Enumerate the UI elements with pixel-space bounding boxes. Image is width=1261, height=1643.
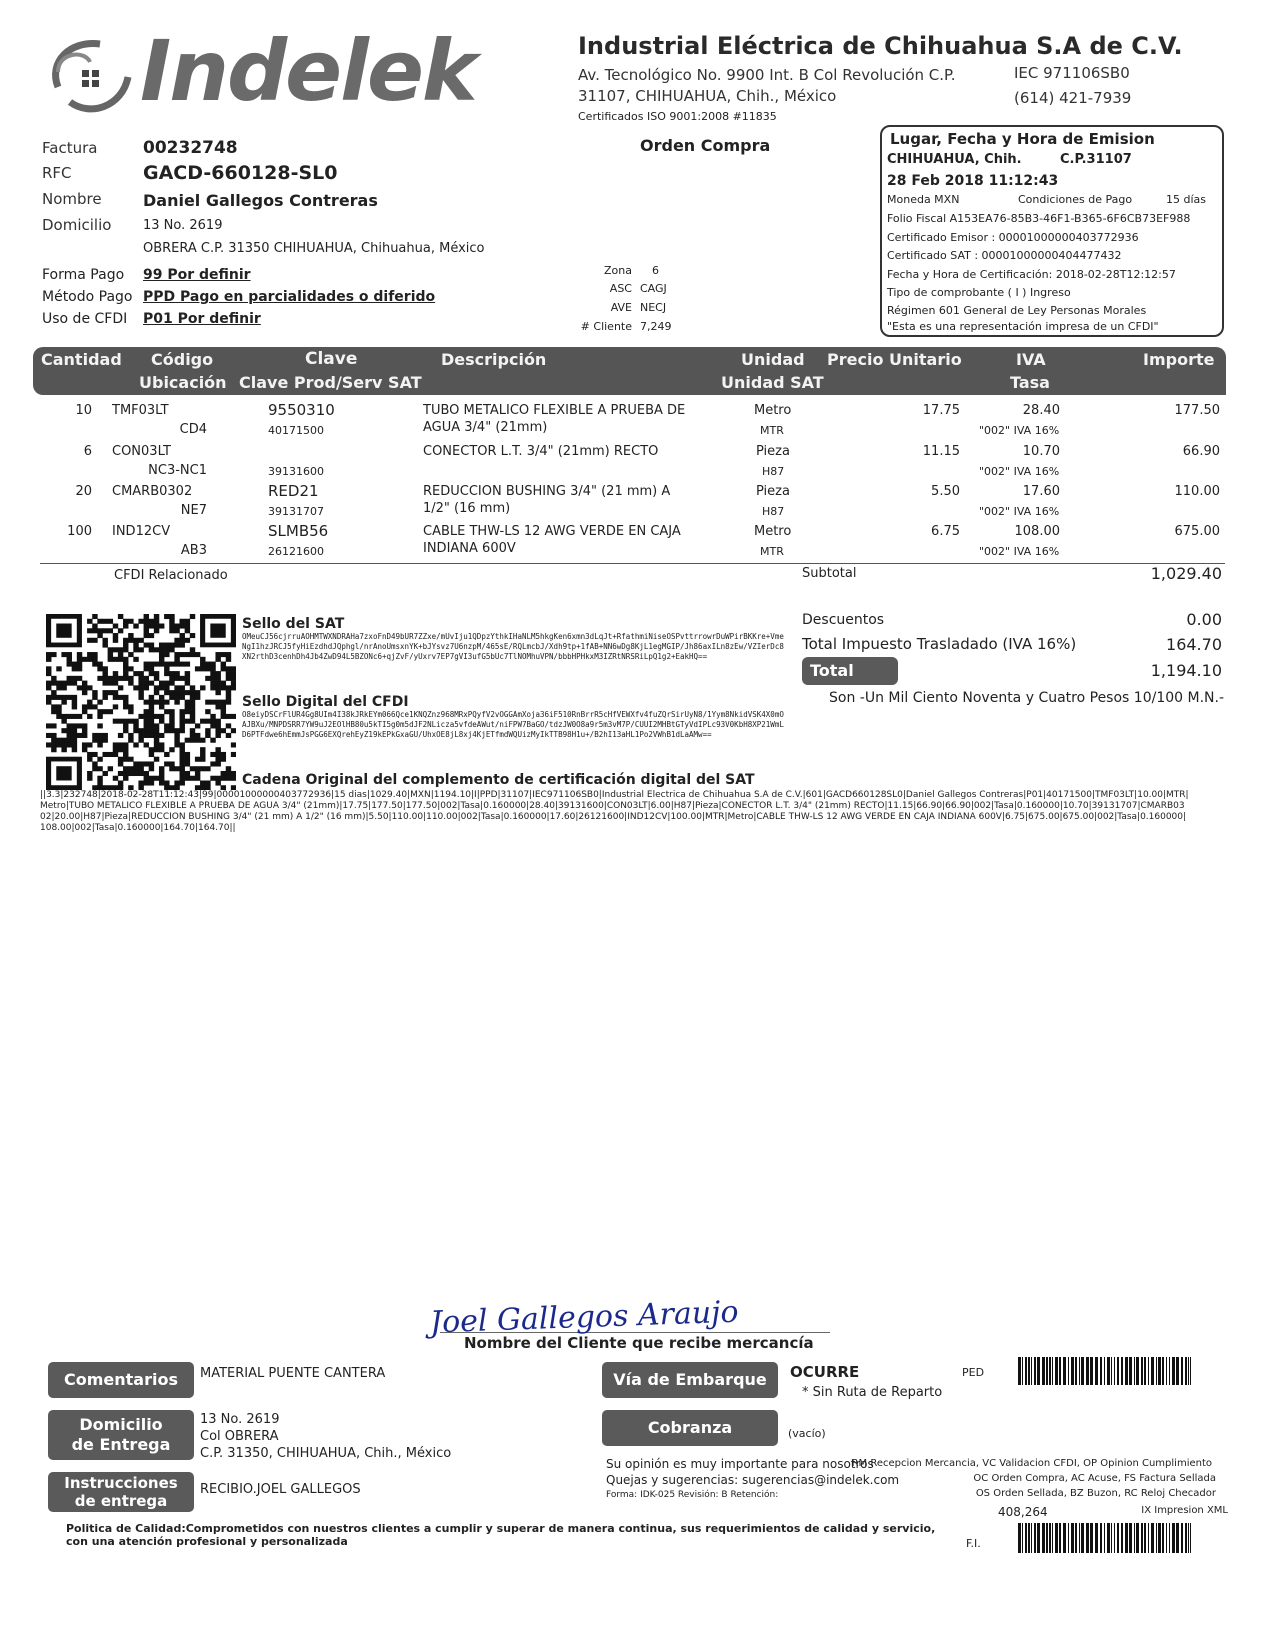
emision-date: 28 Feb 2018 11:12:43 xyxy=(887,173,1059,189)
table-row xyxy=(0,521,1261,561)
row-importe: 177.50 xyxy=(1174,403,1220,418)
rfc-value: GACD-660128-SL0 xyxy=(143,162,338,184)
row-tasa: "002" IVA 16% xyxy=(979,465,1060,478)
descuentos-value: 0.00 xyxy=(1186,610,1222,629)
doc-type: Orden Compra xyxy=(640,136,771,155)
col-precio: Precio Unitario xyxy=(827,350,962,369)
col-tasa: Tasa xyxy=(1010,373,1050,392)
barcode-top-image xyxy=(1018,1357,1194,1385)
row-iva: 28.40 xyxy=(1022,403,1060,418)
via-embarque-note: * Sin Ruta de Reparto xyxy=(802,1385,943,1400)
company-address-2: 31107, CHIHUAHUA, Chih., México xyxy=(578,87,837,105)
emision-regimen: Régimen 601 General de Ley Personas Morales xyxy=(887,304,1147,317)
sello-sat-text: OMeuCJ56cjrruAOHMTWXNDRAHa7zxoFnD49bUR7ZZxe/mUvIju1QDpzYthkIHaNLM5hkgKen6xmn3dLqJt+RfathmiNiseOSPvttrrowrDuWPirBKKre+VmeNgI1hzJRCJ5fyHiEzdhdJQphgl/nrAnoUmsxnYK+bJYsvz7U6nzpM/465sE/RQLmcbJ/Xdh9tp+1fAB+NN6wDg8KjL1egMGIP/Jh86axILn8zEw/VZIerDc8XN2rthD3cenhDh4Jb4ZwD94L5BZONc6+qjZvF/yUxrv7EP7gVI3ufG5bUc7TlNOMhuVPN/bbbHPHkxM3IZRtNRSRiLpQ1g2+EakHQ== xyxy=(242,632,784,661)
instrucciones-value: RECIBIO.JOEL GALLEGOS xyxy=(200,1482,361,1497)
row-desc-1: CONECTOR L.T. 3/4" (21mm) RECTO xyxy=(423,444,659,459)
row-qty: 20 xyxy=(75,484,92,499)
domicilio-line-1: 13 No. 2619 xyxy=(143,218,223,233)
uso-cfdi-value: P01 Por definir xyxy=(143,311,261,327)
signature-handwriting: Joel Gallegos Araujo xyxy=(429,1294,740,1341)
row-sat: 39131707 xyxy=(268,505,324,518)
ave-value: NECJ xyxy=(640,301,667,314)
row-desc-2: AGUA 3/4" (21mm) xyxy=(423,420,548,435)
opinion-text: Su opinión es muy importante para nosotros xyxy=(606,1457,874,1471)
barcode-top xyxy=(1018,1357,1194,1385)
row-loc: CD4 xyxy=(179,422,207,437)
col-descripcion: Descripción xyxy=(441,350,547,369)
row-tasa: "002" IVA 16% xyxy=(979,505,1060,518)
row-clave: SLMB56 xyxy=(268,522,329,540)
row-importe: 110.00 xyxy=(1174,484,1220,499)
domicilio-entrega-line-2: Col OBRERA xyxy=(200,1429,279,1444)
forma-pago-label: Forma Pago xyxy=(42,267,125,283)
total-value: 1,194.10 xyxy=(1150,661,1222,680)
barcode-bottom xyxy=(1018,1523,1194,1553)
table-row xyxy=(0,441,1261,481)
forma-text: Forma: IDK-025 Revisión: B Retención: xyxy=(606,1490,779,1500)
politica-line-2: con una atención profesional y personalizada xyxy=(66,1535,348,1548)
emision-folio: Folio Fiscal A153EA76-85B3-46F1-B365-6F6CB73EF988 xyxy=(887,212,1191,225)
sello-cfdi-text: O8eiyDSCrFlUR4Gg8UIm4I38kJRkEYm066Qce1KNQZnz968MRxPQyfV2vOGGAmXoja36iF510RnBrrR5cHfVEWXfv4fuZQrSirUyN8/1Yym8NkidVSK4X0mOAJBXu/MNPDSRR7YW9uJ2EOlHB80u5kTI5g0m5dJF2NLicza5vfdeAWut/niFPW7BaGO/tdzJW0O8a9r5m3vM7P/CUUI2MHBtGTyVdIPLc93V0KbH8XP21WmLD6PTFdwe6hEmmJsPGG6EXQrehEyZ19kEPkGxaGU/UhxOE8jL8xj4KjETfmdWQUizMyIkTTB98H1u+/B2hI13aHL1Po2VWhB1dLaAMw== xyxy=(242,710,784,739)
emision-leyenda: "Esta es una representación impresa de un CFDI" xyxy=(887,320,1159,333)
domicilio-label: Domicilio xyxy=(42,216,112,234)
emision-cert-emisor: Certificado Emisor : 00001000000403772936 xyxy=(887,231,1139,244)
cliente-value: 7,249 xyxy=(640,320,672,333)
row-clave: RED21 xyxy=(268,482,319,500)
row-tasa: "002" IVA 16% xyxy=(979,545,1060,558)
row-unit-sat: H87 xyxy=(762,465,785,478)
col-ubicacion: Ubicación xyxy=(139,373,227,392)
table-row xyxy=(0,400,1261,440)
legend-3: OS Orden Sellada, BZ Buzon, RC Reloj Checador xyxy=(975,1488,1216,1499)
emision-place: CHIHUAHUA, Chih. xyxy=(887,152,1022,167)
legend-1: RM Recepcion Mercancia, VC Validacion CFDI, OP Opinion Cumplimiento xyxy=(851,1458,1212,1469)
sello-cfdi-title: Sello Digital del CFDI xyxy=(242,694,409,710)
row-price: 17.75 xyxy=(922,403,960,418)
indelek-swirl-icon xyxy=(40,32,140,122)
forma-pago-value: 99 Por definir xyxy=(143,267,251,283)
cobranza-value: (vacío) xyxy=(788,1427,826,1440)
total-letra: Son -Un Mil Ciento Noventa y Cuatro Pesos 10/100 M.N.- xyxy=(829,690,1224,706)
row-qty: 6 xyxy=(83,444,92,459)
total-label: Total xyxy=(802,657,898,685)
via-embarque-label: Vía de Embarque xyxy=(602,1362,778,1398)
row-tasa: "002" IVA 16% xyxy=(979,424,1060,437)
row-importe: 675.00 xyxy=(1174,524,1220,539)
domicilio-entrega-line-1: 13 No. 2619 xyxy=(200,1412,280,1427)
col-importe: Importe xyxy=(1143,350,1215,369)
uso-cfdi-label: Uso de CFDI xyxy=(42,311,128,327)
emision-tipo: Tipo de comprobante ( I ) Ingreso xyxy=(887,286,1071,299)
row-iva: 108.00 xyxy=(1014,524,1060,539)
cliente-label: # Cliente xyxy=(580,320,632,333)
row-iva: 10.70 xyxy=(1022,444,1060,459)
domicilio-line-2: OBRERA C.P. 31350 CHIHUAHUA, Chihuahua, México xyxy=(143,241,485,256)
row-loc: AB3 xyxy=(180,543,207,558)
emision-condiciones: Condiciones de Pago xyxy=(1018,193,1133,206)
signature-label: Nombre del Cliente que recibe mercancía xyxy=(464,1334,814,1352)
col-codigo: Código xyxy=(151,350,214,369)
cadena-title: Cadena Original del complemento de certificación digital del SAT xyxy=(242,772,755,788)
nombre-label: Nombre xyxy=(42,190,102,208)
rfc-label: RFC xyxy=(42,164,72,182)
col-clave: Clave xyxy=(305,349,358,369)
quejas-text: Quejas y sugerencias: sugerencias@indelek.com xyxy=(606,1473,900,1487)
politica-line-1: Politica de Calidad:Comprometidos con nuestros clientes a cumplir y superar de manera continua, sus requerimientos de calidad y servicio, xyxy=(66,1522,936,1535)
impresion-text: IX Impresion XML xyxy=(1141,1505,1228,1516)
comentarios-value: MATERIAL PUENTE CANTERA xyxy=(200,1366,386,1381)
instrucciones-label xyxy=(48,1472,194,1512)
instrucciones-label-1: Instrucciones xyxy=(64,1474,178,1492)
asc-label: ASC xyxy=(609,282,632,295)
row-price: 6.75 xyxy=(931,524,960,539)
col-clave-sat: Clave Prod/Serv SAT xyxy=(239,373,422,392)
table-body xyxy=(0,400,1261,565)
fi-label: F.I. xyxy=(966,1537,981,1550)
row-loc: NC3-NC1 xyxy=(148,463,207,478)
row-desc-2: 1/2" (16 mm) xyxy=(423,501,511,516)
row-price: 5.50 xyxy=(931,484,960,499)
metodo-pago-label: Método Pago xyxy=(42,289,133,305)
row-importe: 66.90 xyxy=(1182,444,1220,459)
barcode-bottom-image xyxy=(1018,1523,1194,1553)
col-unidad-sat: Unidad SAT xyxy=(721,373,824,392)
emision-dias: 15 días xyxy=(1166,193,1207,206)
row-unit: Metro xyxy=(754,524,792,539)
table-header xyxy=(33,347,1226,395)
subtotal-label: Subtotal xyxy=(802,566,857,581)
row-desc-2: INDIANA 600V xyxy=(423,541,516,556)
logo xyxy=(40,22,490,122)
row-code: IND12CV xyxy=(112,524,171,539)
instrucciones-label-2: de entrega xyxy=(74,1492,168,1510)
row-sat: 26121600 xyxy=(268,545,324,558)
row-sat: 40171500 xyxy=(268,424,324,437)
company-address-1: Av. Tecnológico No. 9900 Int. B Col Revolución C.P. xyxy=(578,66,956,84)
asc-value: CAGJ xyxy=(640,282,667,295)
col-cantidad: Cantidad xyxy=(41,350,122,369)
factura-label: Factura xyxy=(42,139,98,157)
row-price: 11.15 xyxy=(922,444,960,459)
row-qty: 100 xyxy=(67,524,92,539)
company-phone: (614) 421-7939 xyxy=(1014,89,1132,107)
factura-number: 00232748 xyxy=(143,138,238,158)
row-unit: Pieza xyxy=(756,444,790,459)
domicilio-entrega-label xyxy=(48,1410,194,1460)
emision-moneda: Moneda MXN xyxy=(887,193,960,206)
row-desc-1: CABLE THW-LS 12 AWG VERDE EN CAJA xyxy=(423,524,681,539)
company-cert: Certificados ISO 9001:2008 #11835 xyxy=(578,110,777,123)
cfdi-relacionado: CFDI Relacionado xyxy=(114,568,228,583)
row-unit-sat: H87 xyxy=(762,505,785,518)
emision-box xyxy=(880,125,1224,337)
ped-label: PED xyxy=(962,1366,985,1379)
row-clave: 9550310 xyxy=(268,401,335,419)
col-iva: IVA xyxy=(1016,350,1046,369)
row-unit: Metro xyxy=(754,403,792,418)
comentarios-label: Comentarios xyxy=(48,1362,194,1398)
row-unit-sat: MTR xyxy=(760,545,784,558)
emision-title: Lugar, Fecha y Hora de Emision xyxy=(890,130,1155,148)
table-divider xyxy=(40,563,1225,564)
company-iec: IEC 971106SB0 xyxy=(1014,64,1130,82)
row-desc-1: TUBO METALICO FLEXIBLE A PRUEBA DE xyxy=(423,403,686,418)
qr-code-image xyxy=(46,614,236,790)
ave-label: AVE xyxy=(610,301,632,314)
company-name: Industrial Eléctrica de Chihuahua S.A de C.V. xyxy=(578,32,1183,60)
col-unidad: Unidad xyxy=(741,350,805,369)
row-unit-sat: MTR xyxy=(760,424,784,437)
emision-cp: C.P.31107 xyxy=(1060,152,1132,167)
logo-wordmark: Indelek xyxy=(140,22,476,120)
row-loc: NE7 xyxy=(180,503,207,518)
sello-sat-title: Sello del SAT xyxy=(242,616,345,632)
row-code: CMARB0302 xyxy=(112,484,193,499)
zona-label: Zona xyxy=(604,264,632,277)
cobranza-label: Cobranza xyxy=(602,1410,778,1446)
row-desc-1: REDUCCION BUSHING 3/4" (21 mm) A xyxy=(423,484,671,499)
domicilio-entrega-label-2: de Entrega xyxy=(71,1435,171,1454)
metodo-pago-value: PPD Pago en parcialidades o diferido xyxy=(143,289,436,305)
via-embarque-value: OCURRE xyxy=(790,1363,860,1381)
emision-cert-sat: Certificado SAT : 00001000000404477432 xyxy=(887,249,1122,262)
row-qty: 10 xyxy=(75,403,92,418)
zona-value: 6 xyxy=(652,264,659,277)
row-iva: 17.60 xyxy=(1022,484,1060,499)
legend-2: OC Orden Compra, AC Acuse, FS Factura Sellada xyxy=(973,1473,1216,1484)
cadena-text: ||3.3|232748|2018-02-28T11:12:43|99|00001000000403772936|15 dias|1029.40|MXN|1194.10|I|PPD|31107|IEC971106SB0|Industrial Electrica de Chihuahua S.A de C.V.|601|GACD660128SL0|Daniel Gallegos Contreras|P01|40171500|TMF03LT|10.00|MTR|Metro|TUBO METALICO FLEXIBLE A PRUEBA DE AGUA 3/4" (21mm)|17.75|177.50|177.50|002|Tasa|0.160000|28.40|39131600|CON03LT|6.00|H87|Pieza|CONECTOR L.T. 3/4" (21mm) RECTO|11.15|66.90|66.90|002|Tasa|0.160000|10.70|39131707|CMARB0302|20.00|H87|Pieza|REDUCCION BUSHING 3/4" (21 mm) A 1/2" (16 mm)|5.50|110.00|110.00|002|Tasa|0.160000|17.60|26121600|IND12CV|100.00|MTR|Metro|CABLE THW-LS 12 AWG VERDE EN CAJA INDIANA 600V|6.75|675.00|675.00|002|Tasa|0.160000|108.00|002|Tasa|0.160000|164.70|164.70|| xyxy=(40,790,1189,833)
domicilio-entrega-label-1: Domicilio xyxy=(79,1415,163,1434)
table-row xyxy=(0,481,1261,521)
descuentos-label: Descuentos xyxy=(802,612,885,628)
impuesto-value: 164.70 xyxy=(1166,635,1222,654)
row-code: TMF03LT xyxy=(112,403,169,418)
impuesto-label: Total Impuesto Trasladado (IVA 16%) xyxy=(802,635,1077,653)
row-code: CON03LT xyxy=(112,444,171,459)
row-unit: Pieza xyxy=(756,484,790,499)
qr-code xyxy=(46,614,236,790)
emision-fecha-cert: Fecha y Hora de Certificación: 2018-02-28T12:12:57 xyxy=(887,268,1176,281)
domicilio-entrega-line-3: C.P. 31350, CHIHUAHUA, Chih., México xyxy=(200,1446,452,1461)
folio-num: 408,264 xyxy=(998,1505,1048,1519)
subtotal-value: 1,029.40 xyxy=(1150,564,1222,583)
nombre-value: Daniel Gallegos Contreras xyxy=(143,191,378,210)
row-sat: 39131600 xyxy=(268,465,324,478)
